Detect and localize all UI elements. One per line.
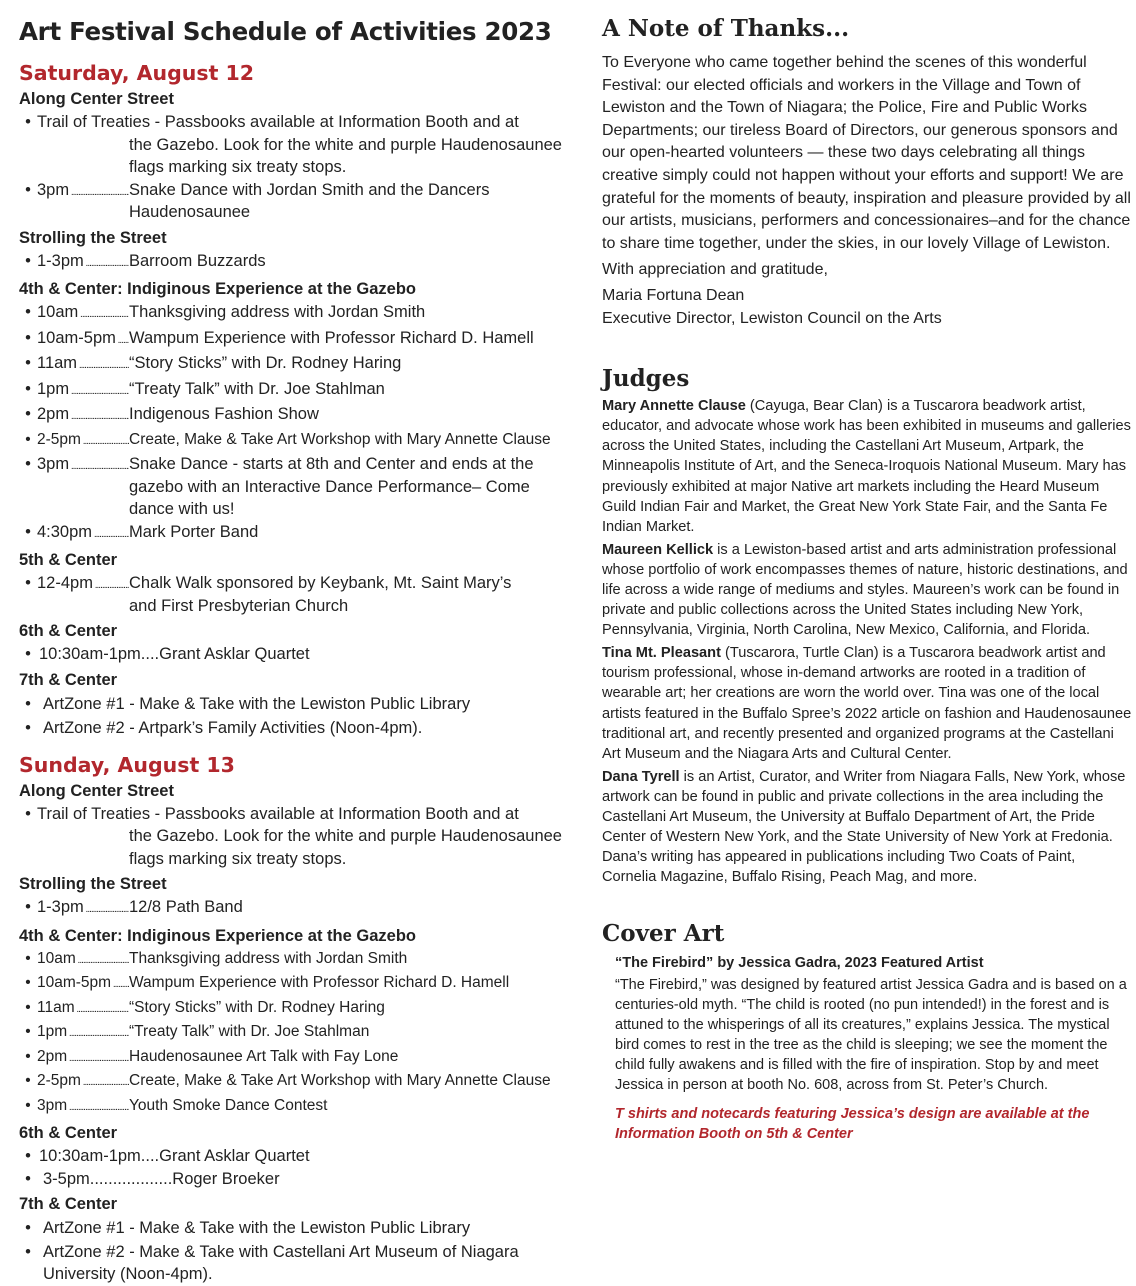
- signature-role: Executive Director, Lewiston Council on the Arts: [602, 309, 942, 327]
- judges-heading: Judges: [602, 365, 690, 393]
- list-item: • 3pm ..... Youth Smoke Dance Contest: [19, 1095, 579, 1120]
- list-item: • 1-3pm ..... 12/8 Path Band: [19, 896, 579, 922]
- judge-entry: Dana Tyrell is an Artist, Curator, and Writer from Niagara Falls, New York, whose artwork can be found in public and private collections in the area including the Castellani Art Museum, the University at Buffalo Department of Art, the Pride Center of Western New York, and the State University of New York at Fredonia. Dana’s writing has appeared in publications including Two Coats of Paint, Cornelia Magazine, Buffalo Rising, Peach Mag, and more.: [602, 768, 1126, 886]
- thanks-body: To Everyone who came together behind the scenes of this wonderful Festival: our elected officials and workers in the Village and Town of Lewiston and the Town of Niagara; the Police, Fire and Public Works Departments; our tireless Board of Directors, our generous sponsors and our open-hearted volunteers — these two days celebrating all things creative simply could not happen without your efforts and support! We are grateful for the moments of beauty, inspiration and pleasure provided by all our artists, musicians, performers and concessionaires–and for the chance to share time together, under the skies, in our lovely Village of Lewiston.: [602, 54, 1131, 252]
- location-heading: 4th & Center: Indiginous Experience at the Gazebo: [19, 280, 416, 298]
- judge-entry: Mary Annette Clause (Cayuga, Bear Clan) is a Tuscarora beadwork artist, educator, and advocate whose work has been exhibited in museums and galleries across the United States, including the Castellani Art Museum, Artpark, the Minneapolis Institute of Art, and the Seneca-Iroquois National Museum. Mary has previously exhibited at major Native art markets including the Heard Museum Guild Indian Fair and Market, the Great New York State Fair, and the Santa Fe Indian Market.: [602, 398, 1131, 535]
- list-item: • ArtZone #1 - Make & Take with the Lewiston Public Library: [25, 694, 471, 713]
- thanks-closing: With appreciation and gratitude,: [602, 261, 828, 279]
- location-heading: 6th & Center: [19, 622, 118, 640]
- list-item: • 2-5pm ..... Create, Make & Take Art Workshop with Mary Annette Clause: [19, 429, 579, 454]
- list-item: • 10am ..... Thanksgiving address with Jordan Smith: [19, 301, 579, 327]
- location-heading: 7th & Center: [19, 1195, 118, 1213]
- list-item: • ArtZone #2 - Make & Take with Castellani Art Museum of Niagara University (Noon-4pm).: [25, 1242, 519, 1283]
- thanks-heading: A Note of Thanks...: [602, 15, 850, 42]
- cover-art-note: T shirts and notecards featuring Jessica’s design are available at the Information Booth on 5th & Center: [615, 1106, 1090, 1143]
- list-item: • 3-5pm..................Roger Broeker: [25, 1169, 280, 1188]
- location-heading: 6th & Center: [19, 1124, 118, 1142]
- info-column: [602, 14, 1132, 1144]
- list-item: • 10am-5pm ..... Wampum Experience with Professor Richard D. Hamell: [19, 327, 579, 353]
- cover-art-body: “The Firebird,” was designed by featured artist Jessica Gadra and is based on a centuries-old myth. “The child is rooted (no pun intended!) in the forest and is attuned to the whisperings of all its creatures,” explains Jessica. The mystical bird comes to rest in the tree as the child is sleeping; we see the moment the child fully awakens and is filled with the fire of inspiration. Stop by and meet Jessica in person at booth No. 608, across from St. Peter’s Church.: [615, 977, 1127, 1094]
- day-heading: Saturday, August 12: [19, 61, 255, 85]
- location-heading: Strolling the Street: [19, 228, 167, 247]
- judge-entry: Maureen Kellick is a Lewiston-based artist and arts administration professional whose portfolio of work encompasses themes of nature, historic destinations, and life across a wide range of mediums and styles. Maureen’s work can be found in private and public collections across the United States including New York, Pennsylvania, Virginia, North Carolina, New Mexico, California, and Florida.: [602, 541, 1128, 639]
- saturday-section: [19, 58, 579, 740]
- judge-entry: Tina Mt. Pleasant (Tuscarora, Turtle Clan) is a Tuscarora beadwork artist and tourism professional, whose in-demand artworks are rooted in a tradition of wearable art; her creations are worn the world over. Tina was one of the local artists featured in the Buffalo Spree’s 2022 article on fashion and Haudenosaunee traditional art, and recently presented and organized programs at the Castellani Art Museum and the Niagara Arts and Cultural Center.: [602, 645, 1132, 762]
- list-item: • 10:30am-1pm....Grant Asklar Quartet: [25, 645, 310, 663]
- list-item: • 11am ..... “Story Sticks” with Dr. Rodney Haring: [19, 352, 579, 378]
- list-item: • 1-3pm ..... Barroom Buzzards: [19, 250, 579, 276]
- cover-art-heading: Cover Art: [602, 920, 725, 948]
- sunday-section: [19, 750, 579, 1286]
- list-item: • 1pm ..... “Treaty Talk” with Dr. Joe Stahlman: [19, 1021, 579, 1046]
- location-heading: Along Center Street: [19, 781, 174, 800]
- location-heading: 4th & Center: Indiginous Experience at the Gazebo: [19, 926, 416, 945]
- list-item: • 2pm ..... Indigenous Fashion Show: [19, 403, 579, 429]
- list-item: • 1pm ..... “Treaty Talk” with Dr. Joe Stahlman: [19, 378, 579, 404]
- list-item: • 2-5pm ..... Create, Make & Take Art Workshop with Mary Annette Clause: [19, 1070, 579, 1095]
- list-item: the Gazebo. Look for the white and purple Haudenosaunee flags marking six treaty stops.: [129, 827, 562, 868]
- list-item: the Gazebo. Look for the white and purple Haudenosaunee flags marking six treaty stops.: [129, 135, 562, 176]
- list-item: • 11am ..... “Story Sticks” with Dr. Rodney Haring: [19, 997, 579, 1022]
- judges-list: [602, 396, 1132, 887]
- list-item: • Trail of Treaties - Passbooks available at Information Booth and at: [25, 804, 519, 823]
- list-item: • Trail of Treaties - Passbooks available at Information Booth and at: [25, 113, 519, 131]
- list-item: • 10:30am-1pm....Grant Asklar Quartet: [25, 1147, 310, 1165]
- schedule-column: [19, 14, 579, 1286]
- list-item: • 2pm ..... Haudenosaunee Art Talk with Fay Lone: [19, 1046, 579, 1071]
- list-item: • 10am-5pm ..... Wampum Experience with Professor Richard D. Hamell: [19, 972, 579, 997]
- cover-art-subtitle: “The Firebird” by Jessica Gadra, 2023 Featured Artist: [615, 955, 984, 972]
- location-heading: 7th & Center: [19, 670, 118, 689]
- list-item: • ArtZone #2 - Artpark’s Family Activities (Noon-4pm).: [25, 719, 423, 737]
- list-item: • 10am ..... Thanksgiving address with Jordan Smith: [19, 948, 579, 973]
- list-item: • 3pm ..... Snake Dance - starts at 8th and Center and ends at the gazebo with an Interactive Dance Performance– Come dance with us!: [19, 453, 579, 521]
- location-heading: 5th & Center: [19, 551, 118, 569]
- location-heading: Along Center Street: [19, 90, 174, 108]
- list-item: • 12-4pm ..... Chalk Walk sponsored by Keybank, Mt. Saint Mary’s and First Presbyterian Church: [19, 572, 579, 617]
- list-item: • 3pm ..... Snake Dance with Jordan Smith and the Dancers Haudenosaunee: [19, 179, 579, 224]
- page-title: Art Festival Schedule of Activities 2023: [19, 17, 552, 46]
- list-item: • ArtZone #1 - Make & Take with the Lewiston Public Library: [25, 1219, 471, 1237]
- signature-name: Maria Fortuna Dean: [602, 286, 745, 304]
- cover-art-block: [602, 953, 1132, 1144]
- list-item: • 4:30pm ..... Mark Porter Band: [19, 521, 579, 547]
- day-heading: Sunday, August 13: [19, 752, 235, 777]
- location-heading: Strolling the Street: [19, 875, 167, 893]
